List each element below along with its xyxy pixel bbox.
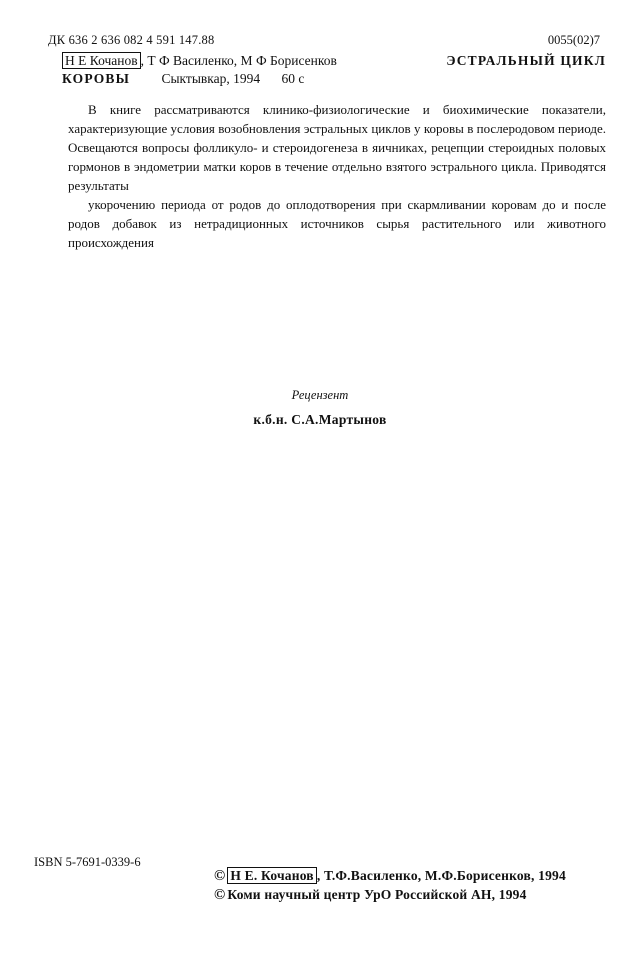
book-title-part2: КОРОВЫ xyxy=(62,71,131,86)
copyright-line-2 xyxy=(214,887,527,904)
book-title-part1: ЭСТРАЛЬНЫЙ ЦИКЛ xyxy=(446,53,606,68)
abstract-paragraph-2: укорочению периода от родов до оплодотворения при скармливании коровам до и после родов добавок из нетрадиционных источников сырья растительного или животного происхождения xyxy=(68,197,606,250)
coauthors: , Т Ф Василенко, М Ф Борисенков xyxy=(140,53,337,68)
reviewer-label: Рецензент xyxy=(291,388,349,402)
copyright-institution: Коми научный центр УрО Российской АН, 1994 xyxy=(227,887,527,902)
abstract xyxy=(68,100,606,252)
copyright-authors: , Т.Ф.Василенко, М.Ф.Борисенков, 1994 xyxy=(316,868,566,883)
isbn: ISBN 5-7691-0339-6 xyxy=(34,855,141,869)
boxed-author: Н Е Кочанов xyxy=(62,52,141,69)
abstract-paragraph-1: В книге рассматриваются клинико-физиологические и биохимические показатели, характеризующие условия возобновления эстральных циклов у коровы в послеродовом периоде. Освещаются вопросы фолликуло- и стероидогенеза в яичниках, рецепции стероидных половых гормонов в эндометрии матки коров в течение отдельно взятого эстрального цикла. Приводятся результаты xyxy=(68,102,606,193)
classification-code: 0055(02)7 xyxy=(547,33,600,47)
copyright-symbol: © xyxy=(214,868,226,884)
copyright-line-1 xyxy=(214,868,566,885)
reviewer-name: к.б.н. С.А.Мартынов xyxy=(253,412,387,427)
publication-info: Сыктывкар, 1994 xyxy=(161,71,261,86)
page-count: 60 с xyxy=(281,71,305,86)
bibliographic-citation xyxy=(62,52,606,88)
copyright-symbol-2: © xyxy=(214,887,226,903)
copyright-boxed-author: Н Е. Кочанов xyxy=(227,867,316,884)
udk-code: ДК 636 2 636 082 4 591 147.88 xyxy=(48,33,215,47)
